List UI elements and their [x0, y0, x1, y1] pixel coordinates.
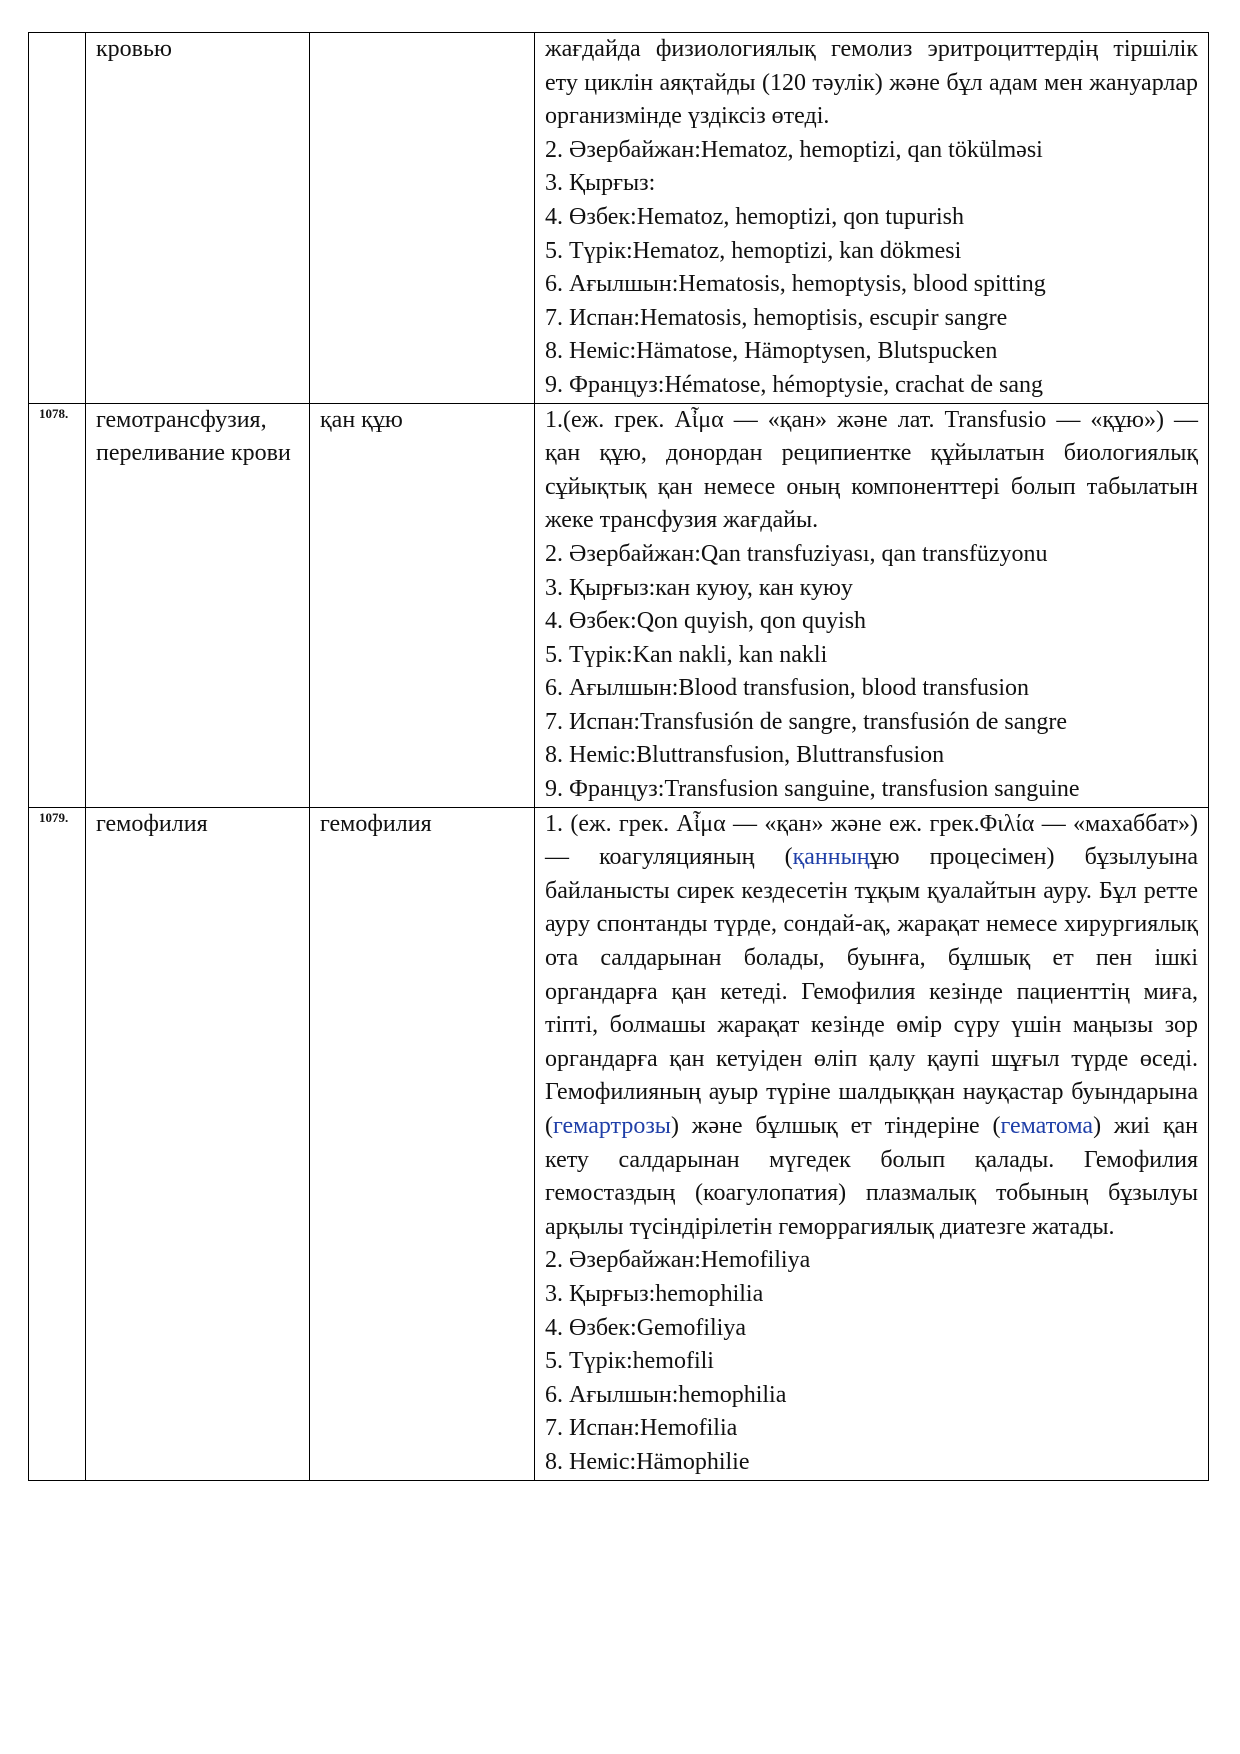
translation-kyrgyz: 3. Қырғыз:hemophilia	[545, 1280, 764, 1307]
russian-term: гемофилия	[86, 807, 310, 1480]
document-page	[28, 32, 1208, 1481]
translation-uzbek: 4. Өзбек:Hematoz, hemoptizi, qon tupurish	[545, 203, 964, 230]
entry-number: 1078.	[29, 403, 86, 807]
russian-term: кровью	[86, 33, 310, 404]
definition-cell	[535, 33, 1209, 404]
translation-turkish: 5. Түрік:Kan nakli, kan nakli	[545, 641, 828, 668]
definition-text-part: ) жиі қан кету салдарынан мүгедек болып қалады. Гемофилия гемостаздың (коагулопатия) плазмалық тобының бұзылуы арқылы түсіндірілетін геморрагиялық диатезге жатады.	[545, 1113, 1198, 1240]
translation-french: 9. Француз:Transfusion sanguine, transfusion sanguine	[545, 776, 1080, 803]
translation-english: 6. Ағылшын:Blood transfusion, blood transfusion	[545, 675, 1030, 702]
definition-cell	[535, 403, 1209, 807]
link-hemarthrosis[interactable]: гемартрозы	[553, 1113, 671, 1139]
entry-number	[29, 33, 86, 404]
definition-text-part: 1. (еж. грек. Аἶμα — «қан» және еж. грек.Φιλία — «махаббат») — коагуляцияның (	[545, 810, 1198, 871]
entry-number: 1079.	[29, 807, 86, 1480]
translation-turkish: 5. Түрік:Hematoz, hemoptizi, kan dökmesi	[545, 237, 962, 264]
translation-kyrgyz: 3. Қырғыз:	[545, 170, 656, 197]
translation-uzbek: 4. Өзбек:Gemofiliya	[545, 1314, 746, 1341]
translation-azerbaijani: 2. Әзербайжан:Hematoz, hemoptizi, qan tökülməsi	[545, 136, 1043, 163]
kazakh-term: гемофилия	[310, 807, 535, 1480]
russian-term: гемотрансфузия, переливание крови	[86, 403, 310, 807]
glossary-table	[28, 32, 1209, 1481]
translation-spanish: 7. Испан:Transfusión de sangre, transfusión de sangre	[545, 708, 1068, 735]
translation-spanish: 7. Испан:Hematosis, hemoptisis, escupir sangre	[545, 304, 1008, 331]
definition-cell	[535, 807, 1209, 1480]
translation-english: 6. Ағылшын:Hematosis, hemoptysis, blood spitting	[545, 271, 1046, 298]
table-row	[29, 403, 1209, 807]
link-qannyn[interactable]: қанның	[792, 844, 870, 871]
translation-uzbek: 4. Өзбек:Qon quyish, qon quyish	[545, 608, 867, 635]
definition-text	[545, 808, 1198, 1245]
link-hematoma[interactable]: гематома	[1000, 1113, 1094, 1139]
translation-german: 8. Неміс:Hämatose, Hämoptysen, Blutspucken	[545, 338, 998, 365]
table-row	[29, 33, 1209, 404]
kazakh-term	[310, 33, 535, 404]
translation-german: 8. Неміс:Bluttransfusion, Bluttransfusion	[545, 742, 945, 769]
translation-spanish: 7. Испан:Hemofilia	[545, 1415, 738, 1442]
translation-azerbaijani: 2. Әзербайжан:Qan transfuziyası, qan transfüzyonu	[545, 540, 1048, 567]
translation-french: 9. Француз:Hématose, hémoptysie, crachat de sang	[545, 371, 1043, 398]
definition-text: 1.(еж. грек. Аἶμα — «қан» және лат. Transfusio — «құю») — қан құю, донордан реципиентке құйылатын биологиялық сұйықтық қан немесе оның компоненттері болып табылатын жеке трансфузия жағдайы.	[545, 406, 1198, 534]
translation-english: 6. Ағылшын:hemophilia	[545, 1381, 787, 1408]
translation-azerbaijani: 2. Әзербайжан:Hemofiliya	[545, 1247, 811, 1274]
translation-german: 8. Неміс:Hämophilie	[545, 1448, 750, 1475]
definition-text-part: ) және бұлшық ет тіндеріне (	[670, 1113, 1001, 1139]
translation-turkish: 5. Түрік:hemofili	[545, 1348, 714, 1375]
table-row	[29, 807, 1209, 1480]
definition-text-part: ұю процесімен) бұзылуына байланысты сирек кездесетін тұқым қуалайтын ауру. Бұл ретте ауру спонтанды түрде, сондай-ақ, жарақат немесе хирургиялық ота салдарынан болады, буынға, бұлшық ет пен ішкі органдарға қан кетеді. Гемофилия кезінде пациенттің миға, тіпті, болмашы жарақат кезінде өмір сүру үшін маңызы зор органдарға қан кетуіден өліп қалу қаупі шұғыл түрде өседі. Гемофилияның ауыр түріне шалдыққан науқастар буындарына (	[545, 844, 1198, 1139]
definition-text: жағдайда физиологиялық гемолиз эритроциттердің тіршілік ету циклін аяқтайды (120 тәулік) және бұл адам мен жануарлар организмінде үздіксіз өтеді.	[545, 36, 1198, 130]
kazakh-term: қан құю	[310, 403, 535, 807]
translation-kyrgyz: 3. Қырғыз:кан куюу, кан куюу	[545, 574, 853, 601]
